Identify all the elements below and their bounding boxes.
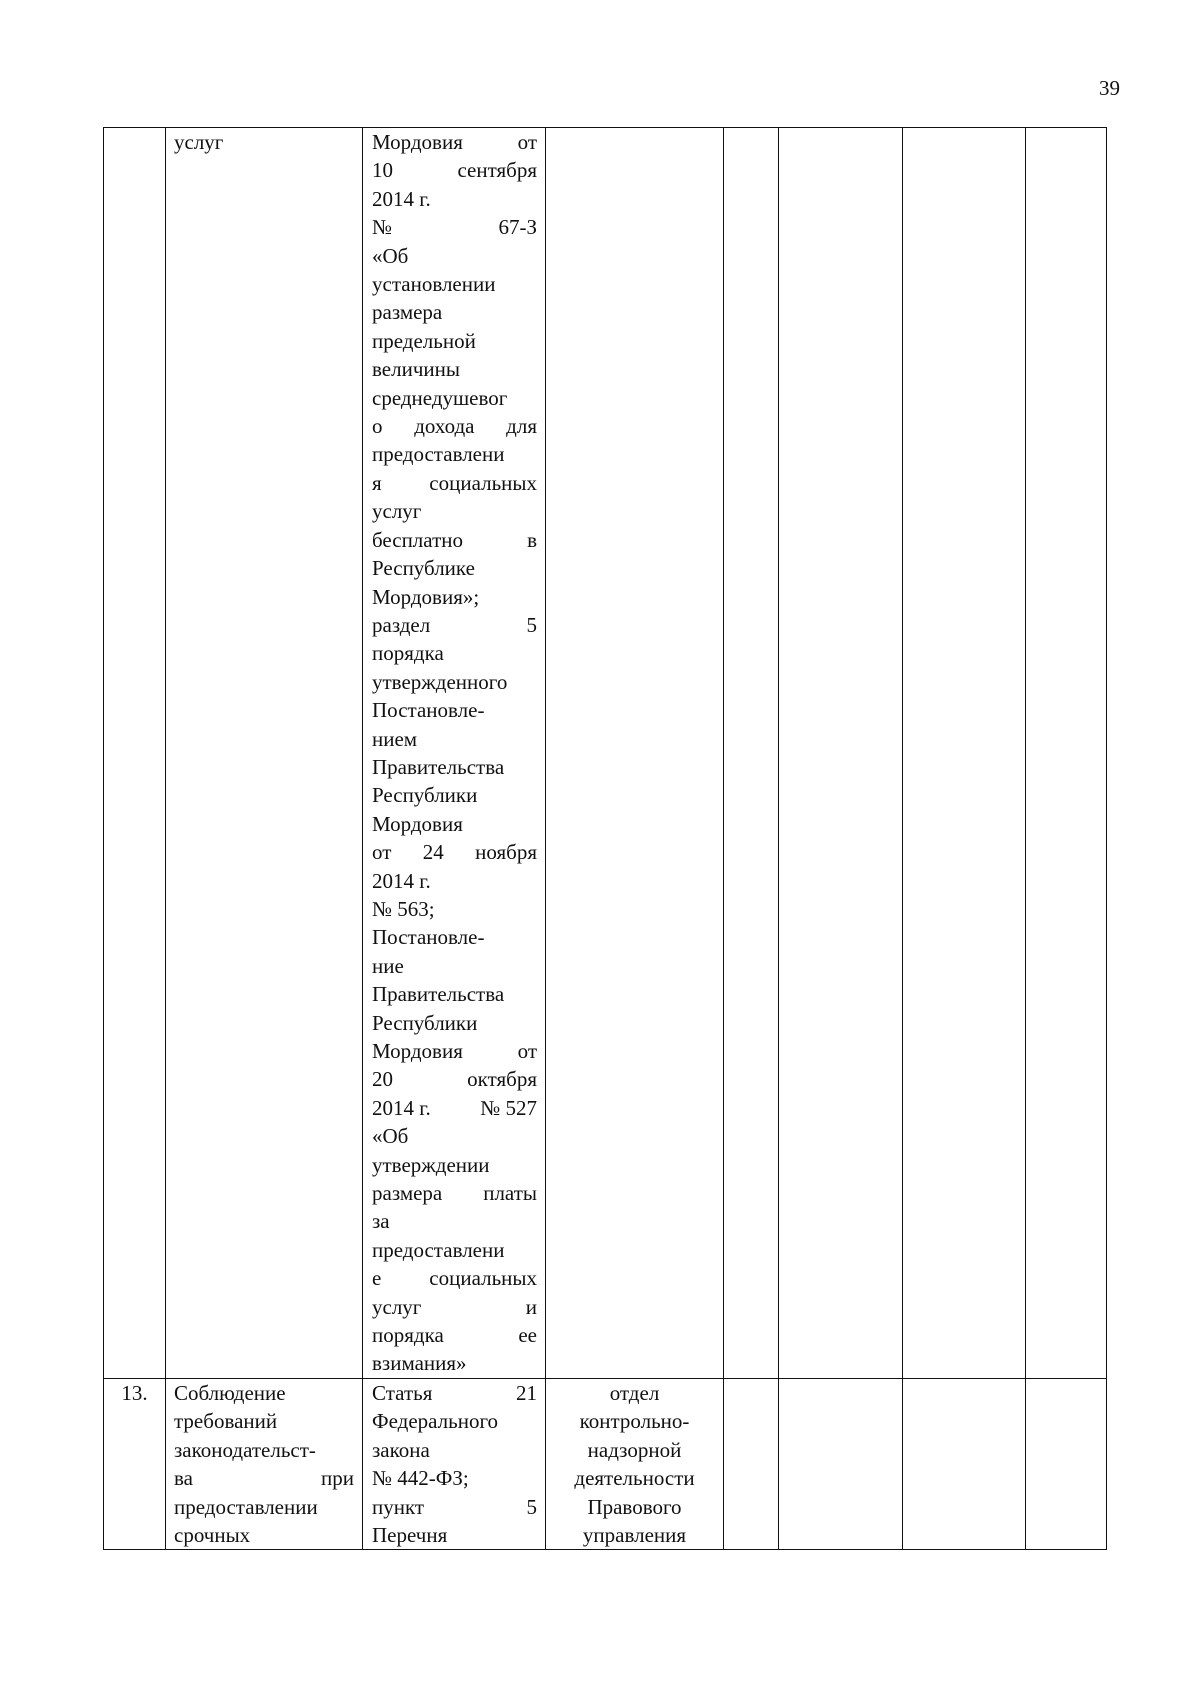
text-word: ние bbox=[372, 953, 404, 978]
text-word: социальных bbox=[429, 1266, 537, 1291]
text-line bbox=[372, 583, 537, 611]
text-word: Республике bbox=[372, 556, 475, 581]
text-word: 24 bbox=[422, 840, 444, 865]
text-word: законодательст- bbox=[174, 1437, 316, 1462]
text-line bbox=[372, 242, 537, 270]
text-line bbox=[372, 185, 537, 213]
text-word: я bbox=[372, 470, 382, 495]
text-line bbox=[372, 1321, 537, 1349]
requirement-text bbox=[166, 1379, 362, 1549]
text-word: 5 bbox=[526, 1494, 537, 1519]
text-line bbox=[372, 1521, 537, 1549]
text-word: бесплатно bbox=[372, 527, 463, 552]
text-word: 10 bbox=[372, 158, 393, 183]
text-line bbox=[174, 1493, 354, 1521]
text-word: Постановле- bbox=[372, 698, 485, 723]
text-word: платы bbox=[483, 1181, 537, 1206]
text-word: требований bbox=[174, 1409, 278, 1434]
text-word: 21 bbox=[516, 1380, 537, 1405]
text-word: 5 bbox=[526, 612, 537, 637]
text-line bbox=[372, 923, 537, 951]
text-line: деятельности bbox=[574, 1466, 695, 1491]
text-word: Правительства bbox=[372, 982, 505, 1007]
text-word: Постановле- bbox=[372, 925, 485, 950]
text-line bbox=[174, 1379, 354, 1407]
text-word: при bbox=[321, 1466, 354, 1491]
text-word: величины bbox=[372, 357, 460, 382]
cell-empty bbox=[1026, 128, 1107, 1379]
text-word: утвержденного bbox=[372, 669, 508, 694]
text-line bbox=[372, 1236, 537, 1264]
text-word: Республики bbox=[372, 1010, 478, 1035]
text-line bbox=[372, 1493, 537, 1521]
cell-number bbox=[104, 1378, 166, 1549]
text-line bbox=[372, 1407, 537, 1435]
text-word: Мордовия bbox=[372, 1039, 463, 1063]
text-line bbox=[372, 611, 537, 639]
text-word: Мордовия bbox=[372, 811, 463, 836]
table-row bbox=[104, 128, 1107, 1379]
text-word: закона bbox=[372, 1437, 430, 1462]
text-word: 20 bbox=[372, 1067, 393, 1092]
text-line: надзорной bbox=[587, 1437, 682, 1462]
page-number: 39 bbox=[1099, 76, 1120, 100]
cell-empty bbox=[724, 1378, 779, 1549]
text-word: и bbox=[525, 1294, 537, 1319]
text-word: 67-З bbox=[498, 215, 537, 240]
text-line bbox=[372, 696, 537, 724]
text-line bbox=[372, 298, 537, 326]
text-word: № bbox=[372, 215, 393, 240]
cell-responsible bbox=[546, 1378, 724, 1549]
text-word: Статья bbox=[372, 1380, 433, 1405]
text-line bbox=[372, 1379, 537, 1407]
text-word: раздел bbox=[372, 612, 431, 637]
inspection-table bbox=[103, 127, 1107, 1550]
cell-empty bbox=[779, 128, 903, 1379]
text-word: Правительства bbox=[372, 754, 505, 779]
text-line: управления bbox=[582, 1522, 687, 1547]
text-word: Федерального bbox=[372, 1409, 499, 1434]
text-word: услуг bbox=[372, 499, 422, 524]
text-line bbox=[174, 1407, 354, 1435]
text-word: № 442-ФЗ; bbox=[372, 1466, 469, 1491]
text-line bbox=[372, 639, 537, 667]
text-word: порядка bbox=[372, 641, 444, 666]
text-word: № 527 bbox=[480, 1095, 537, 1120]
text-line bbox=[372, 355, 537, 383]
text-word: среднедушевог bbox=[372, 385, 508, 410]
text-word: дохода bbox=[414, 414, 475, 439]
cell-requirement bbox=[166, 128, 363, 1379]
text-line bbox=[372, 810, 537, 838]
text-word: пункт bbox=[372, 1494, 425, 1519]
legal-basis-text bbox=[363, 128, 545, 1378]
text-word: в bbox=[527, 527, 537, 552]
cell-empty bbox=[724, 128, 779, 1379]
text-line bbox=[372, 412, 537, 440]
table-row bbox=[104, 1378, 1107, 1549]
cell-empty bbox=[903, 1378, 1026, 1549]
text-word: Соблюдение bbox=[174, 1380, 286, 1405]
text-word: от bbox=[517, 130, 537, 154]
text-word: октября bbox=[467, 1067, 537, 1092]
cell-empty bbox=[1026, 1378, 1107, 1549]
text-word: ва bbox=[174, 1466, 193, 1491]
text-line bbox=[372, 440, 537, 468]
text-line bbox=[372, 128, 537, 156]
text-word: социальных bbox=[429, 470, 537, 495]
text-line bbox=[372, 980, 537, 1008]
text-word: для bbox=[506, 414, 537, 439]
text-line bbox=[372, 952, 537, 980]
text-word: «Об bbox=[372, 243, 409, 268]
text-line bbox=[372, 1122, 537, 1150]
text-line bbox=[372, 526, 537, 554]
text-line bbox=[372, 1094, 537, 1122]
text-line bbox=[372, 1464, 537, 1492]
text-word: ее bbox=[518, 1323, 537, 1348]
text-word: размера bbox=[372, 1181, 443, 1206]
text-word: порядка bbox=[372, 1323, 444, 1348]
text-word: от bbox=[372, 840, 392, 865]
cell-requirement bbox=[166, 1378, 363, 1549]
text-line bbox=[372, 1349, 537, 1377]
text-word: предоставлени bbox=[372, 1237, 505, 1262]
text-line bbox=[372, 753, 537, 781]
text-word: е bbox=[372, 1266, 382, 1291]
text-line bbox=[372, 497, 537, 525]
cell-number bbox=[104, 128, 166, 1379]
text-line: Правового bbox=[587, 1494, 682, 1519]
text-word: срочных bbox=[174, 1522, 251, 1547]
text-word: № 563; bbox=[372, 896, 435, 921]
requirement-text: услуг bbox=[174, 130, 224, 154]
text-word: «Об bbox=[372, 1124, 409, 1149]
text-line bbox=[174, 1521, 354, 1549]
text-line bbox=[372, 668, 537, 696]
text-line bbox=[372, 384, 537, 412]
text-word: 2014 г. bbox=[372, 1095, 431, 1120]
cell-empty bbox=[779, 1378, 903, 1549]
text-word: 2014 г. bbox=[372, 186, 431, 211]
text-word: нием bbox=[372, 726, 418, 751]
text-word: ноября bbox=[475, 840, 537, 865]
text-word: сентября bbox=[457, 158, 537, 183]
text-line bbox=[372, 1264, 537, 1292]
text-line: отдел bbox=[609, 1380, 660, 1405]
text-word: Мордовия bbox=[372, 130, 463, 154]
text-line bbox=[372, 1151, 537, 1179]
text-line bbox=[372, 895, 537, 923]
legal-basis-text bbox=[363, 1379, 545, 1549]
text-line bbox=[372, 1436, 537, 1464]
text-line bbox=[372, 156, 537, 184]
text-line bbox=[372, 1065, 537, 1093]
text-line bbox=[372, 554, 537, 582]
cell-empty bbox=[903, 128, 1026, 1379]
text-word: предельной bbox=[372, 328, 476, 353]
text-word: 2014 г. bbox=[372, 868, 431, 893]
text-line bbox=[372, 867, 537, 895]
text-word: утверждении bbox=[372, 1152, 490, 1177]
row-number: 13. bbox=[121, 1380, 148, 1405]
text-word: взимания» bbox=[372, 1351, 467, 1376]
cell-responsible bbox=[546, 128, 724, 1379]
cell-legal-basis bbox=[363, 1378, 546, 1549]
text-line bbox=[372, 1207, 537, 1235]
text-line bbox=[372, 725, 537, 753]
text-line: контрольно- bbox=[579, 1409, 690, 1434]
text-word: о bbox=[372, 414, 383, 439]
text-line bbox=[372, 838, 537, 866]
text-line bbox=[174, 1464, 354, 1492]
text-word: размера bbox=[372, 300, 443, 325]
text-line bbox=[372, 213, 537, 241]
text-line bbox=[372, 1179, 537, 1207]
responsible-text bbox=[546, 1379, 723, 1549]
text-word: предоставлении bbox=[174, 1494, 318, 1519]
text-word: установлении bbox=[372, 272, 496, 297]
text-line bbox=[372, 1293, 537, 1321]
text-line bbox=[372, 781, 537, 809]
text-line bbox=[372, 270, 537, 298]
text-word: от bbox=[517, 1039, 537, 1063]
text-line bbox=[372, 1009, 537, 1037]
text-line bbox=[372, 469, 537, 497]
cell-legal-basis bbox=[363, 128, 546, 1379]
text-word: услуг bbox=[372, 1294, 422, 1319]
text-line bbox=[174, 1436, 354, 1464]
text-word: предоставлени bbox=[372, 442, 505, 467]
text-word: Мордовия»; bbox=[372, 584, 480, 609]
text-word: Республики bbox=[372, 783, 478, 808]
text-word: Перечня bbox=[372, 1522, 448, 1547]
text-line bbox=[372, 1037, 537, 1065]
text-line bbox=[372, 327, 537, 355]
text-word: за bbox=[372, 1209, 390, 1234]
